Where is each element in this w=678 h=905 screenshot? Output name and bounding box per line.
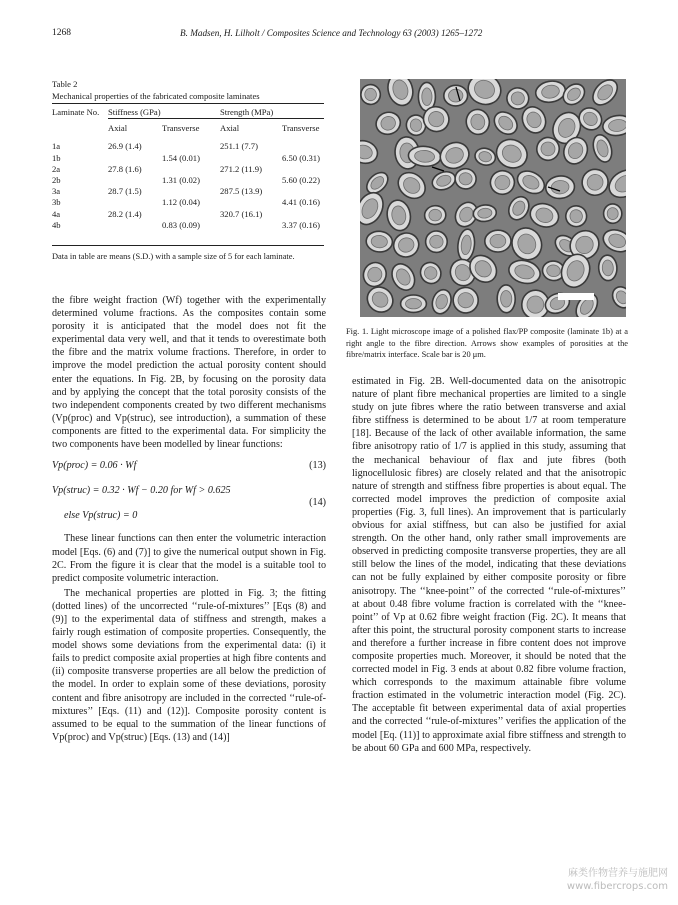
fibre-cross-section bbox=[598, 255, 618, 281]
cell-stiffness-transverse bbox=[162, 186, 220, 197]
header-stiffness: Stiffness (GPa) bbox=[108, 104, 220, 119]
equation-14-line-1: Vp(struc) = 0.32 · Wf − 0.20 for Wf > 0.625 bbox=[52, 485, 231, 497]
cell-stiffness-transverse bbox=[162, 137, 220, 152]
cell-stiffness-transverse bbox=[162, 209, 220, 220]
watermark-line-1: 麻类作物营养与施肥网 bbox=[568, 868, 668, 879]
table-row bbox=[52, 197, 324, 208]
scale-bar bbox=[558, 293, 594, 300]
cell-stiffness-axial bbox=[108, 153, 162, 164]
cell-strength-transverse: 4.41 (0.16) bbox=[282, 197, 320, 208]
fibre-cross-section bbox=[497, 285, 515, 313]
table-row bbox=[52, 186, 324, 197]
equation-13 bbox=[52, 459, 326, 472]
header-strength-axial: Axial bbox=[220, 119, 282, 138]
fibre-cross-section bbox=[401, 295, 427, 312]
header-strength-transverse: Transverse bbox=[282, 119, 324, 138]
table-note: Data in table are means (S.D.) with a sample size of 5 for each laminate. bbox=[52, 252, 295, 261]
cell-strength-axial bbox=[220, 197, 282, 208]
left-paragraph-1: the fibre weight fraction (Wf) together with the experimentally determined volume fractions. As the composites contain some porosity it is anticipated that the model does not fit the experimental data very well, and that it tends to overestimate both the fibre and the matrix volume fractions. Therefore, in order to improve the model prediction the actual porosity content should enter the equations. In Fig. 2B, by focusing on the porosity data and by applying the concept that the total porosity consists of the two independent components created by two different mechanisms (Vp(proc) and Vp(struc), see introduction), a summation of these components are fitted to the experimental data. For simplicity the two components have been modelled by linear functions: bbox=[52, 295, 326, 451]
left-column bbox=[52, 294, 326, 744]
cell-laminate: 4a bbox=[52, 208, 61, 219]
cell-laminate: 3b bbox=[52, 197, 61, 208]
header-stiffness-axial: Axial bbox=[108, 119, 162, 138]
cell-stiffness-transverse: 1.54 (0.01) bbox=[162, 152, 200, 163]
watermark bbox=[567, 867, 668, 893]
equation-14 bbox=[52, 484, 326, 522]
properties-table bbox=[52, 103, 324, 231]
cell-stiffness-transverse: 1.31 (0.02) bbox=[162, 175, 200, 186]
micrograph-figure bbox=[360, 79, 626, 317]
micrograph-image bbox=[360, 79, 626, 317]
cell-laminate: 2b bbox=[52, 175, 61, 186]
equation-14-line-2: else Vp(struc) = 0 bbox=[64, 510, 138, 522]
cell-strength-transverse: 3.37 (0.16) bbox=[282, 219, 320, 230]
table-label: Table 2 bbox=[52, 79, 78, 89]
cell-strength-axial: 320.7 (16.1) bbox=[220, 208, 263, 219]
table-row bbox=[52, 175, 324, 186]
table-title: Mechanical properties of the fabricated composite laminates bbox=[52, 91, 260, 101]
header-laminate: Laminate No. bbox=[52, 104, 108, 138]
right-column bbox=[352, 375, 626, 755]
table-row bbox=[52, 164, 324, 175]
cell-stiffness-transverse: 1.12 (0.04) bbox=[162, 197, 200, 208]
cell-strength-axial bbox=[220, 175, 282, 186]
table-body bbox=[52, 137, 324, 231]
cell-stiffness-transverse bbox=[162, 164, 220, 175]
cell-stiffness-axial: 27.8 (1.6) bbox=[108, 163, 142, 174]
cell-stiffness-axial bbox=[108, 220, 162, 231]
fibre-cross-section bbox=[603, 203, 622, 223]
table-caption bbox=[52, 78, 332, 102]
cell-stiffness-transverse: 0.83 (0.09) bbox=[162, 219, 200, 230]
left-paragraph-3: The mechanical properties are plotted in Fig. 3; the fitting (dotted lines) of the uncorrected ‘‘rule-of-mixtures’’ [Eqs (8) and (9)] to the experimental data of stiffness and strength, makes a fairly rough estimation of composite properties. Consequently, the model shows some deviations from the experimental data: (i) it fails to predict composite axial properties at high fibre contents and (ii) composite transverse properties are all below the prediction of the model. In order to explain some of these deviations, porosity content and fibre anisotropy are included in the corrected ‘‘rule-of-mixtures’’ [Eqs. (11) and (12)]. Composite porosity content is assumed to be equal to the summation of the linear functions of Vp(proc) and Vp(struc) [Eqs. (13) and (14)] bbox=[52, 587, 326, 743]
cell-strength-axial: 287.5 (13.9) bbox=[220, 186, 263, 197]
cell-laminate: 1a bbox=[52, 141, 61, 152]
table-row bbox=[52, 153, 324, 164]
equation-14-number: (14) bbox=[309, 497, 326, 509]
cell-strength-axial bbox=[220, 220, 282, 231]
cell-strength-transverse bbox=[282, 209, 324, 220]
equation-13-number: (13) bbox=[309, 460, 326, 472]
table-row bbox=[52, 209, 324, 220]
cell-strength-axial: 271.2 (11.9) bbox=[220, 163, 262, 174]
cell-strength-transverse bbox=[282, 164, 324, 175]
cell-strength-transverse bbox=[282, 137, 324, 152]
cell-stiffness-axial: 26.9 (1.4) bbox=[108, 141, 142, 152]
table-row bbox=[52, 137, 324, 152]
cell-strength-axial: 251.1 (7.7) bbox=[220, 141, 258, 152]
cell-strength-transverse: 5.60 (0.22) bbox=[282, 175, 320, 186]
cell-stiffness-axial: 28.7 (1.5) bbox=[108, 186, 142, 197]
cell-stiffness-axial bbox=[108, 197, 162, 208]
right-paragraph-1: estimated in Fig. 2B. Well-documented data on the anisotropic nature of plant fibre mechanical properties are limited to a single study on jute fibres where the ratio between transverse and axial fibre stiffness is determined to be about 1/7 at room temperature [18]. Because of the lack of other available information, the same fibre anisotropy ratio of 1/7 is applied in this study, assuming that the mechanical behaviour of flax and jute fibres (both lignocellulosic fibres) are closely related and that the anisotropic nature of strength and stiffness fibre properties is about equal. The corrected model improves the prediction of composite axial properties (Fig. 3, full lines). An improvement that is particularly obvious for axial stiffness, but can also be justified for axial strength. On the other hand, only rather small improvements are observed in predicting composite transverse properties, they are all still below the lines of the model, indicating that these deviations can not be fully explained by either composite porosity or fibre anisotropy. The ‘‘knee-point’’ of the corrected ‘‘rule-of-mixtures’’ at about 0.48 fibre volume fraction is correlated with the ‘‘knee-point’’ of Vp at 0.62 fibre weight fraction (Fig. 2C). It means that after this point, the structural porosity component starts to increase and therefore a further increase in fibre content does not improve composite properties much. Moreover, it should be noted that the corrected model in Fig. 3 ends at about 0.82 fibre volume fraction, which corresponds to the maximum attainable fibre volume fraction estimated in the volumetric interaction model (Fig. 2C). The acceptable fit between experimental data of axial properties and the corrected ‘‘rule-of-mixtures’’ verifies the application of the model [Eq. (11)] to approximate axial fibre stiffness and strength to be about 60 GPa and 600 MPa, respectively. bbox=[352, 376, 626, 754]
watermark-line-2: www.fibercrops.com bbox=[566, 881, 668, 892]
cell-laminate: 4b bbox=[52, 219, 61, 230]
cell-stiffness-axial bbox=[108, 175, 162, 186]
cell-stiffness-axial: 28.2 (1.4) bbox=[108, 208, 142, 219]
cell-strength-transverse bbox=[282, 186, 324, 197]
table-bottom-rule bbox=[52, 245, 324, 246]
running-header: B. Madsen, H. Lilholt / Composites Science and Technology 63 (2003) 1265–1272 bbox=[180, 28, 483, 38]
page-number: 1268 bbox=[52, 28, 71, 38]
cell-laminate: 3a bbox=[52, 186, 61, 197]
fibre-cross-section bbox=[485, 230, 512, 252]
cell-strength-axial bbox=[220, 153, 282, 164]
cell-laminate: 1b bbox=[52, 152, 61, 163]
table-header-row bbox=[52, 104, 324, 119]
cell-strength-transverse: 6.50 (0.31) bbox=[282, 152, 320, 163]
table-row bbox=[52, 220, 324, 231]
left-paragraph-2: These linear functions can then enter the volumetric interaction model [Eqs. (6) and (7)] to give the numerical output shown in Fig. 2C. From the figure it is clear that the model is a suitable tool to predict composite volumetric interaction. bbox=[52, 533, 326, 584]
figure-caption: Fig. 1. Light microscope image of a polished flax/PP composite (laminate 1b) at a right angle to the fibre direction. Arrows show examples of porosities at the fibre/matrix interface. Scale bar is 20 μm. bbox=[346, 327, 628, 360]
equation-13-body: Vp(proc) = 0.06 · Wf bbox=[52, 460, 137, 472]
header-strength: Strength (MPa) bbox=[220, 104, 324, 119]
header-stiffness-transverse: Transverse bbox=[162, 119, 220, 138]
cell-laminate: 2a bbox=[52, 163, 61, 174]
